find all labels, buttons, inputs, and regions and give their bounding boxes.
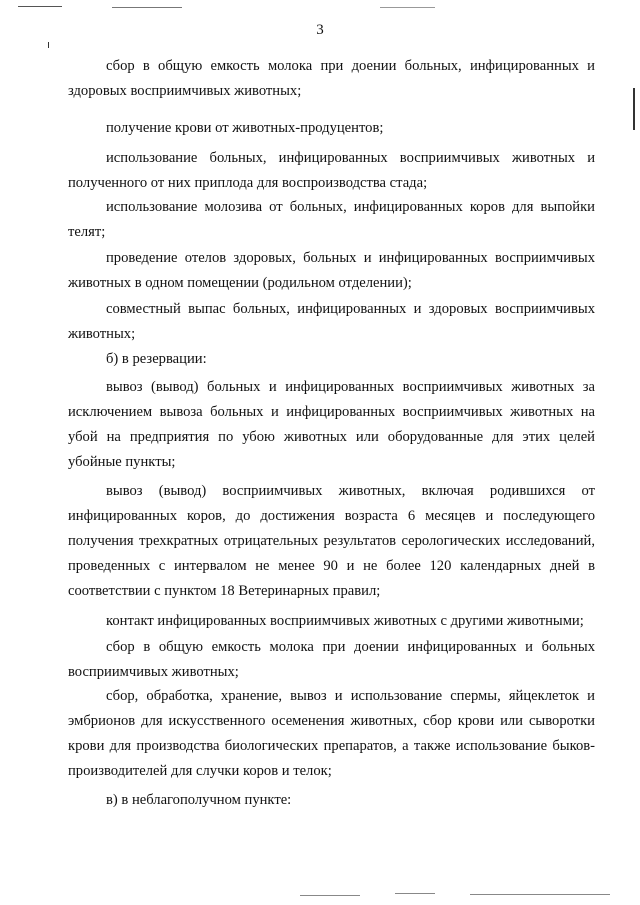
paragraph-7: б) в резервации: xyxy=(106,351,207,367)
scan-artifact-bottom-3 xyxy=(470,894,610,895)
paragraph-12: сбор, обработка, хранение, вывоз и использование спермы, яйцеклеток и эмбрионов для искусственного осеменения животных, сбор крови или сыворотки крови для производства биологических препаратов, а также использование быков-производителей для случки коров и телок; xyxy=(68,688,595,779)
paragraph-3: использование больных, инфицированных восприимчивых животных и полученного от них приплода для воспроизводства стада; xyxy=(68,150,595,191)
paragraph-10: контакт инфицированных восприимчивых животных с другими животными; xyxy=(106,613,584,629)
paragraph-6: совместный выпас больных, инфицированных и здоровых восприимчивых животных; xyxy=(68,301,595,342)
scan-artifact-top-right xyxy=(380,7,435,8)
scan-artifact-bottom-2 xyxy=(395,893,435,894)
paragraph-13: в) в неблагополучном пункте: xyxy=(106,792,292,808)
paragraph-9: вывоз (вывод) восприимчивых животных, включая родившихся от инфицированных коров, до достижения возраста 6 месяцев и последующего получения трехкратных отрицательных результатов серологических исследований, проведенных с интервалом не менее 90 и не более 120 календарных дней в соответствии с пунктом 18 Ветеринарных правил; xyxy=(68,483,595,599)
paragraph-1: сбор в общую емкость молока при доении больных, инфицированных и здоровых восприимчивых животных; xyxy=(68,58,595,99)
page-number: 3 xyxy=(316,22,324,38)
paragraph-5: проведение отелов здоровых, больных и инфицированных восприимчивых животных в одном помещении (родильном отделении); xyxy=(68,250,595,291)
scan-artifact-bottom-1 xyxy=(300,895,360,896)
paragraph-4: использование молозива от больных, инфицированных коров для выпойки телят; xyxy=(68,199,595,240)
scan-artifact-top-center xyxy=(112,7,182,8)
scan-artifact-right-edge xyxy=(633,88,635,130)
scan-artifact-left-edge xyxy=(48,42,49,48)
paragraph-11: сбор в общую емкость молока при доении инфицированных и больных восприимчивых животных; xyxy=(68,639,595,680)
paragraph-2: получение крови от животных-продуцентов; xyxy=(106,120,384,136)
paragraph-8: вывоз (вывод) больных и инфицированных восприимчивых животных за исключением вывоза больных и инфицированных восприимчивых животных на убой на предприятия по убою животных или оборудованные для этих целей убойные пункты; xyxy=(68,379,595,470)
scan-artifact-top-left xyxy=(18,6,62,7)
